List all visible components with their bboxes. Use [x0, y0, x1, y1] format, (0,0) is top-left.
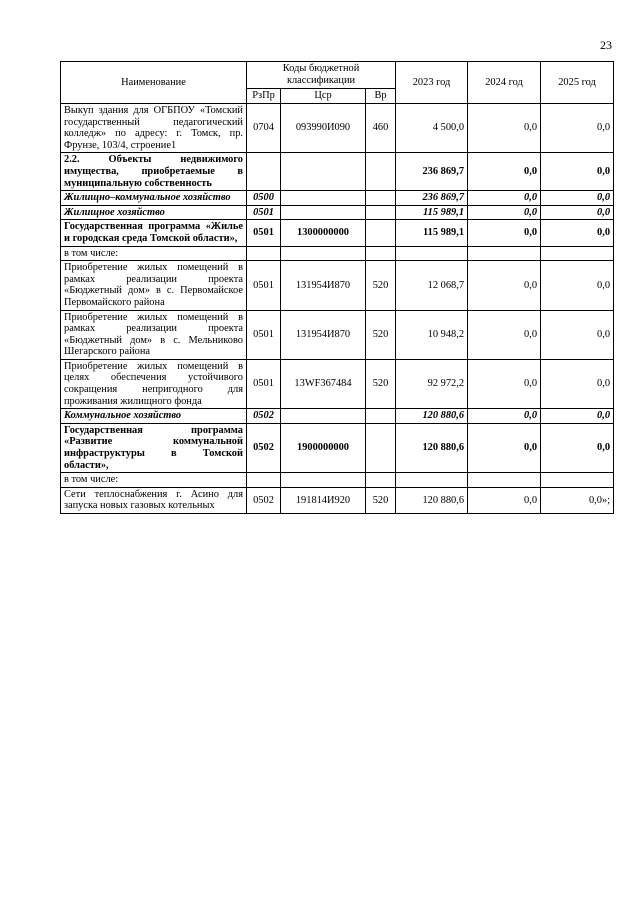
row-2024: 0,0	[468, 205, 541, 220]
row-vr: 520	[366, 310, 396, 359]
header-2023: 2023 год	[396, 62, 468, 104]
header-codes-group: Коды бюджетной классификации	[247, 62, 396, 89]
row-name: Государственная программа «Развитие коммунальной инфраструктуры в Томской области»,	[61, 423, 247, 472]
row-csr: 131954И870	[281, 310, 366, 359]
row-vr	[366, 205, 396, 220]
row-name: Сети теплоснабжения г. Асино для запуска новых газовых котельных	[61, 487, 247, 513]
row-csr: 13WF367484	[281, 359, 366, 408]
row-csr	[281, 153, 366, 191]
row-csr	[281, 205, 366, 220]
table-row	[61, 423, 614, 472]
row-2023: 236 869,7	[396, 191, 468, 206]
row-csr: 191814И920	[281, 487, 366, 513]
row-csr: 093990И090	[281, 104, 366, 153]
row-vr	[366, 423, 396, 472]
row-rzpr: 0502	[247, 423, 281, 472]
row-2024: 0,0	[468, 104, 541, 153]
row-name: Приобретение жилых помещений в рамках реализации проекта «Бюджетный дом» в с. Первомайское Первомайского района	[61, 261, 247, 310]
row-rzpr: 0501	[247, 205, 281, 220]
row-rzpr: 0501	[247, 220, 281, 246]
row-csr: 1300000000	[281, 220, 366, 246]
row-name: в том числе:	[61, 473, 247, 488]
row-2025: 0,0	[541, 409, 614, 424]
row-2023: 115 989,1	[396, 205, 468, 220]
table-row	[61, 220, 614, 246]
table-row	[61, 261, 614, 310]
row-2024: 0,0	[468, 191, 541, 206]
row-2024: 0,0	[468, 359, 541, 408]
row-2023: 236 869,7	[396, 153, 468, 191]
row-vr	[366, 246, 396, 261]
row-2024	[468, 473, 541, 488]
row-vr	[366, 473, 396, 488]
row-name: Приобретение жилых помещений в целях обеспечения устойчивого сокращения непригодного для проживания жилищного фонда	[61, 359, 247, 408]
row-2025: 0,0	[541, 205, 614, 220]
row-name: 2.2. Объекты недвижимого имущества, приобретаемые в муниципальную собственность	[61, 153, 247, 191]
table-row	[61, 191, 614, 206]
row-rzpr	[247, 246, 281, 261]
row-2024: 0,0	[468, 220, 541, 246]
budget-table-body	[61, 104, 614, 514]
row-2025: 0,0»;	[541, 487, 614, 513]
row-name: Жилищное хозяйство	[61, 205, 247, 220]
page-number: 23	[600, 38, 612, 52]
row-csr	[281, 191, 366, 206]
header-vr: Вр	[366, 89, 396, 104]
row-name: Государственная программа «Жилье и городская среда Томской области»,	[61, 220, 247, 246]
row-2025: 0,0	[541, 261, 614, 310]
row-2024: 0,0	[468, 310, 541, 359]
row-2024	[468, 246, 541, 261]
table-row	[61, 473, 614, 488]
row-csr: 1900000000	[281, 423, 366, 472]
row-2023	[396, 246, 468, 261]
row-2023: 12 068,7	[396, 261, 468, 310]
row-csr	[281, 246, 366, 261]
row-rzpr	[247, 473, 281, 488]
row-rzpr: 0501	[247, 261, 281, 310]
row-csr	[281, 473, 366, 488]
row-rzpr: 0704	[247, 104, 281, 153]
table-row	[61, 246, 614, 261]
row-rzpr: 0502	[247, 409, 281, 424]
row-vr	[366, 191, 396, 206]
row-2025: 0,0	[541, 423, 614, 472]
budget-table	[60, 61, 614, 514]
row-2023: 120 880,6	[396, 409, 468, 424]
row-2025	[541, 473, 614, 488]
row-2025: 0,0	[541, 104, 614, 153]
row-csr	[281, 409, 366, 424]
table-row	[61, 104, 614, 153]
row-2023: 120 880,6	[396, 423, 468, 472]
row-2023: 4 500,0	[396, 104, 468, 153]
row-2023: 115 989,1	[396, 220, 468, 246]
row-2024: 0,0	[468, 153, 541, 191]
table-row	[61, 409, 614, 424]
row-name: Приобретение жилых помещений в рамках реализации проекта «Бюджетный дом» в с. Мельниково Шегарского района	[61, 310, 247, 359]
header-name: Наименование	[61, 62, 247, 104]
row-vr: 460	[366, 104, 396, 153]
row-rzpr: 0501	[247, 359, 281, 408]
row-rzpr	[247, 153, 281, 191]
row-2025	[541, 246, 614, 261]
row-2023: 10 948,2	[396, 310, 468, 359]
row-vr: 520	[366, 261, 396, 310]
row-2025: 0,0	[541, 220, 614, 246]
row-vr: 520	[366, 487, 396, 513]
row-2025: 0,0	[541, 191, 614, 206]
row-2024: 0,0	[468, 409, 541, 424]
row-name: Выкуп здания для ОГБПОУ «Томский государственный педагогический колледж» по адресу: г. Томск, пр. Фрунзе, 103/4, строение1	[61, 104, 247, 153]
row-name: в том числе:	[61, 246, 247, 261]
header-rzpr: РзПр	[247, 89, 281, 104]
row-2025: 0,0	[541, 310, 614, 359]
row-name: Коммунальное хозяйство	[61, 409, 247, 424]
row-2024: 0,0	[468, 261, 541, 310]
row-name: Жилищно–коммунальное хозяйство	[61, 191, 247, 206]
row-rzpr: 0502	[247, 487, 281, 513]
row-2025: 0,0	[541, 153, 614, 191]
row-vr	[366, 220, 396, 246]
row-2023: 92 972,2	[396, 359, 468, 408]
table-row	[61, 310, 614, 359]
row-vr	[366, 153, 396, 191]
row-2023	[396, 473, 468, 488]
row-2023: 120 880,6	[396, 487, 468, 513]
header-2025: 2025 год	[541, 62, 614, 104]
row-csr: 131954И870	[281, 261, 366, 310]
table-row	[61, 487, 614, 513]
table-row	[61, 153, 614, 191]
row-2024: 0,0	[468, 487, 541, 513]
table-row	[61, 205, 614, 220]
header-csr: Цср	[281, 89, 366, 104]
row-vr: 520	[366, 359, 396, 408]
row-rzpr: 0501	[247, 310, 281, 359]
table-row	[61, 359, 614, 408]
row-2025: 0,0	[541, 359, 614, 408]
row-rzpr: 0500	[247, 191, 281, 206]
row-vr	[366, 409, 396, 424]
header-2024: 2024 год	[468, 62, 541, 104]
row-2024: 0,0	[468, 423, 541, 472]
